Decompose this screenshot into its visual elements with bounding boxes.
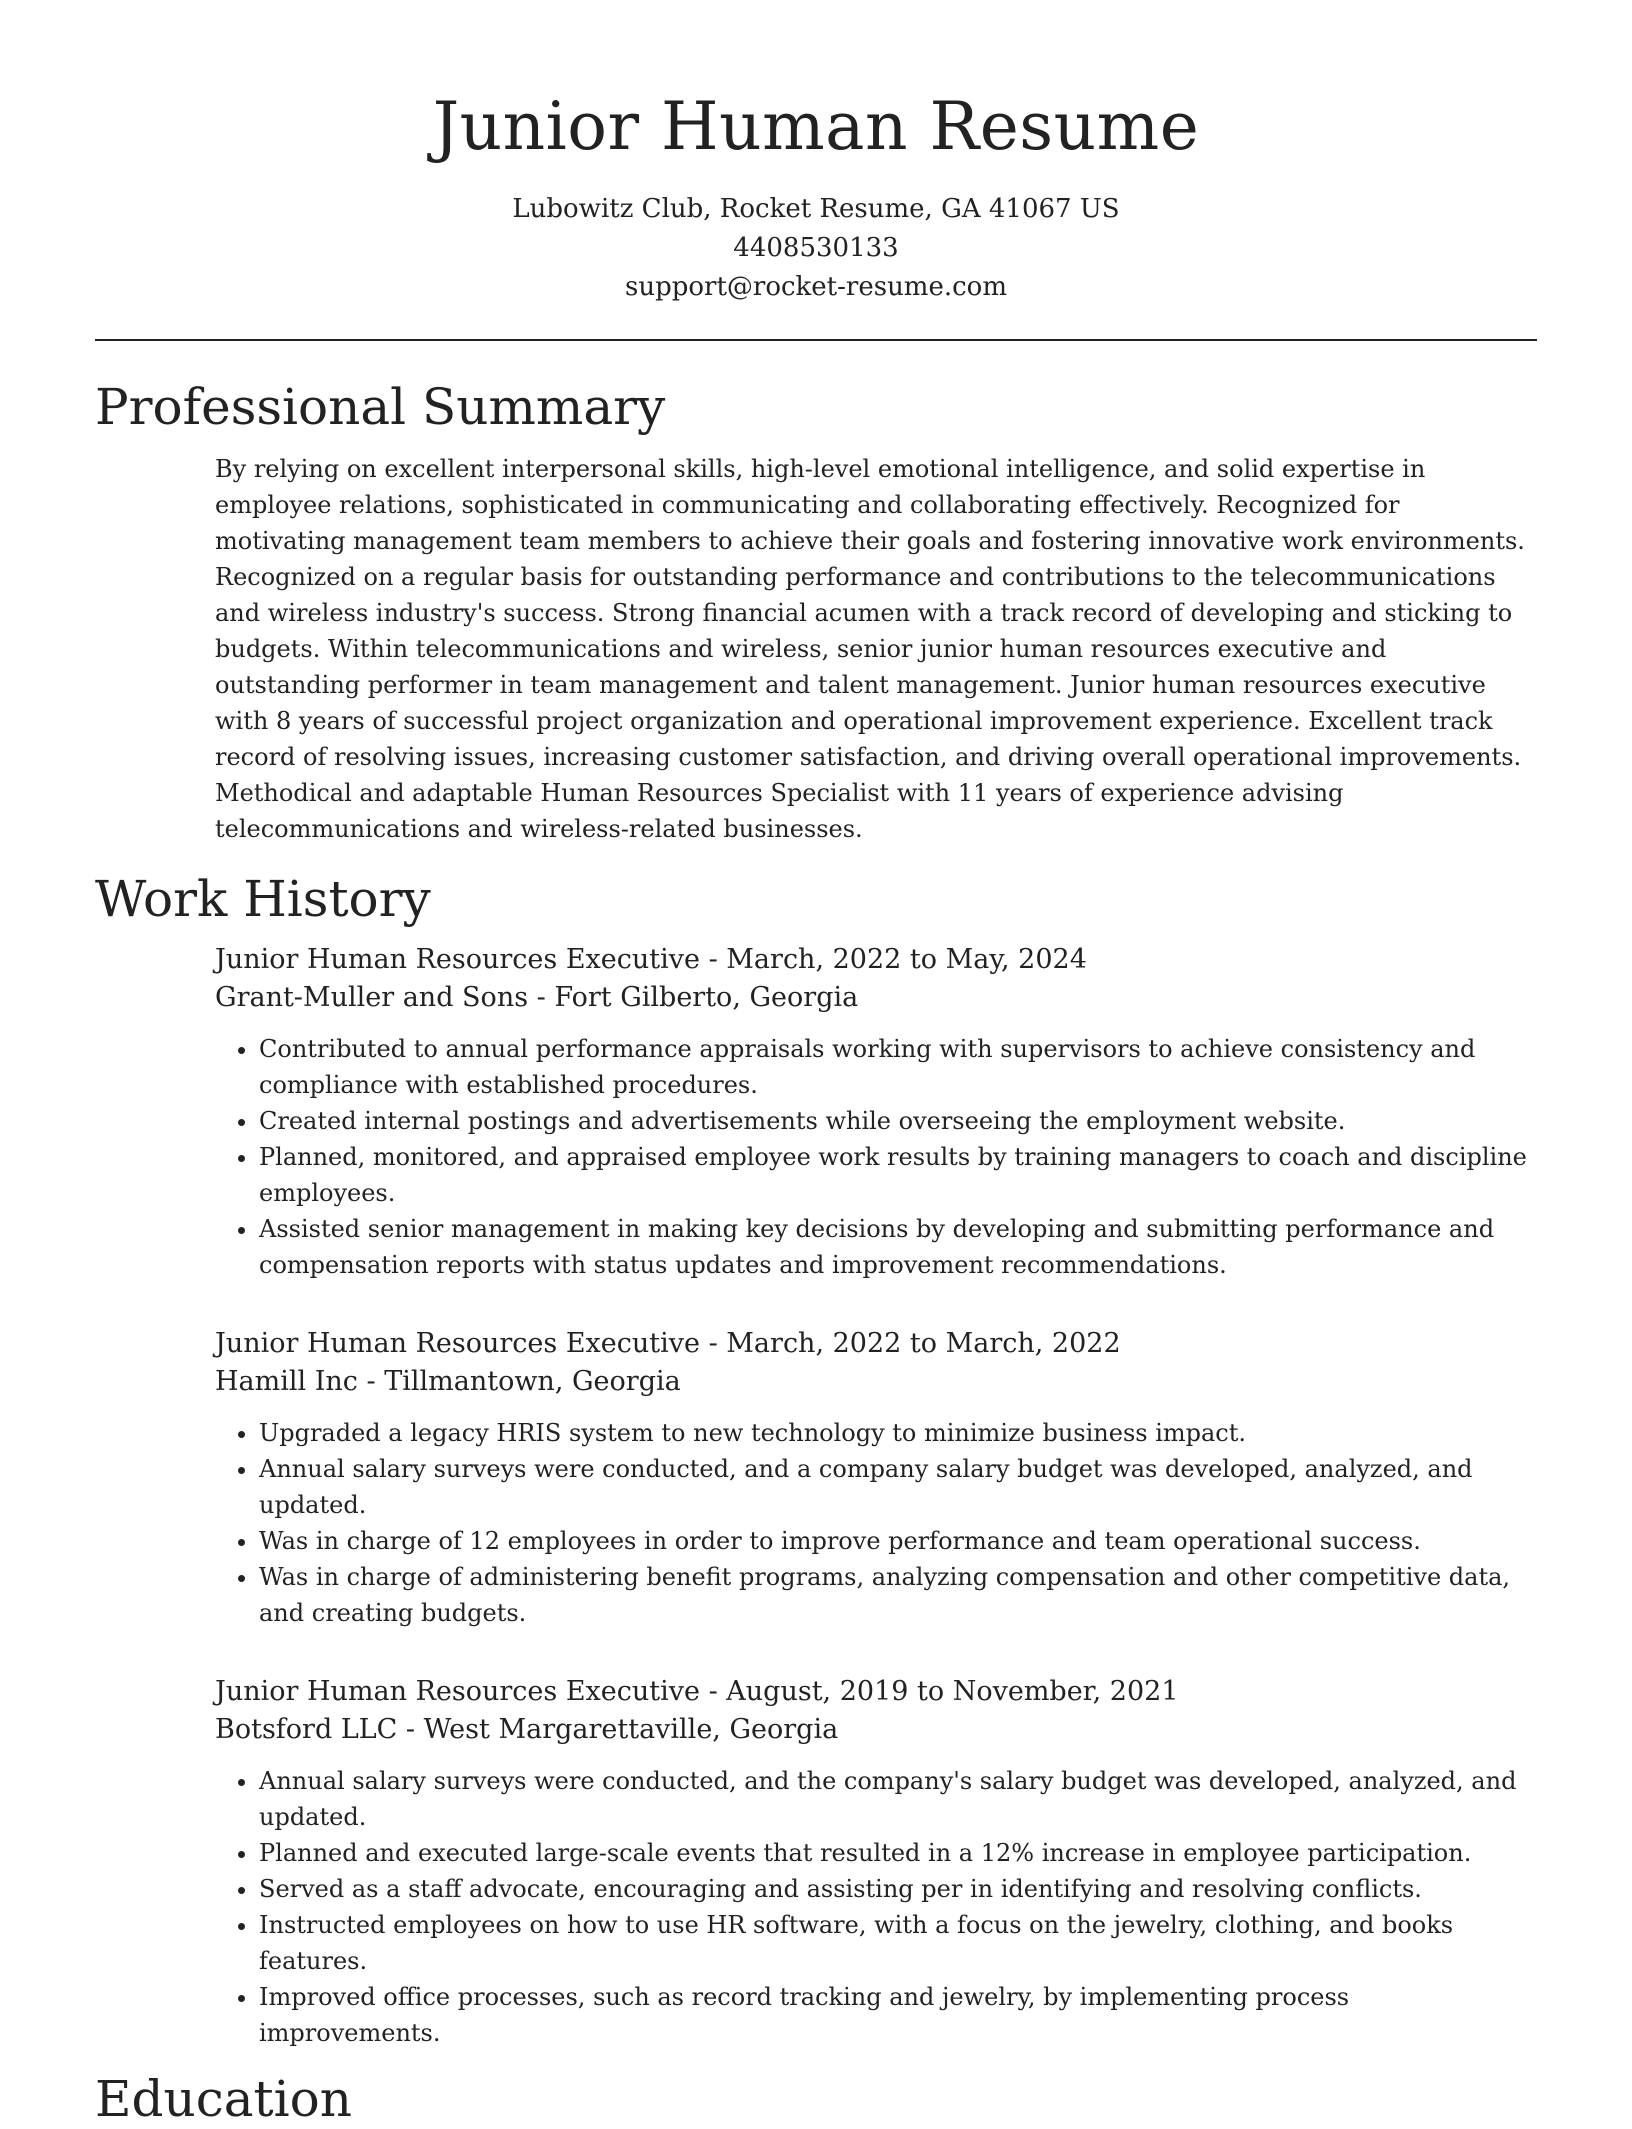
- job-company: Botsford LLC: [215, 1714, 398, 1745]
- work-history-heading: Work History: [95, 870, 431, 928]
- contact-address: Lubowitz Club, Rocket Resume, GA 41067 US: [512, 194, 1120, 224]
- job-title-line: [215, 1673, 1537, 1711]
- contact-phone: 4408530133: [733, 233, 899, 263]
- job-company-line: [215, 979, 1537, 1017]
- resume-header: [95, 0, 1537, 307]
- candidate-name: Junior Human Resume: [432, 88, 1200, 165]
- job-company-line: [215, 1363, 1537, 1401]
- job-bullet: • Upgraded a legacy HRIS system to new technology to minimize business impact.: [259, 1415, 1537, 1451]
- job-bullet: • Annual salary surveys were conducted, and a company salary budget was developed, analyzed, and updated.: [259, 1451, 1537, 1523]
- work-history-section: [215, 941, 1537, 2051]
- job-company: Grant-Muller and Sons: [215, 982, 529, 1013]
- job-bullets: [215, 1763, 1537, 2051]
- job-location: - Tillmantown, Georgia: [357, 1366, 681, 1397]
- job-bullet: • Was in charge of 12 employees in order to improve performance and team operational success.: [259, 1523, 1537, 1559]
- job-bullets: [215, 1415, 1537, 1631]
- header-divider: [95, 339, 1537, 341]
- job-bullet: • Created internal postings and advertisements while overseeing the employment website.: [259, 1103, 1537, 1139]
- job-bullet: • Improved office processes, such as record tracking and jewelry, by implementing process improvements.: [259, 1979, 1537, 2051]
- job-title-line: [215, 1325, 1537, 1363]
- job-role: Junior Human Resources Executive: [215, 944, 700, 975]
- job-company-line: [215, 1711, 1537, 1749]
- job-bullet: • Planned, monitored, and appraised employee work results by training managers to coach and discipline employees.: [259, 1139, 1537, 1211]
- job-title-line: [215, 941, 1537, 979]
- education-heading: Education: [95, 2070, 352, 2128]
- job-dates: - March, 2022 to March, 2022: [700, 1328, 1121, 1359]
- job-bullet: • Planned and executed large-scale events that resulted in a 12% increase in employee participation.: [259, 1835, 1537, 1871]
- job-entry: [215, 1673, 1537, 2051]
- job-dates: - March, 2022 to May, 2024: [700, 944, 1087, 975]
- job-location: - Fort Gilberto, Georgia: [528, 982, 859, 1013]
- job-role: Junior Human Resources Executive: [215, 1676, 700, 1707]
- job-bullet: • Was in charge of administering benefit programs, analyzing compensation and other competitive data, and creating budgets.: [259, 1559, 1537, 1631]
- job-entry: [215, 1325, 1537, 1631]
- job-bullet: • Contributed to annual performance appraisals working with supervisors to achieve consistency and compliance with established procedures.: [259, 1031, 1537, 1103]
- job-bullet: • Instructed employees on how to use HR software, with a focus on the jewelry, clothing, and books features.: [259, 1907, 1537, 1979]
- job-role: Junior Human Resources Executive: [215, 1328, 700, 1359]
- summary-section: [215, 451, 1537, 847]
- job-bullet: • Served as a staff advocate, encouraging and assisting per in identifying and resolving conflicts.: [259, 1871, 1537, 1907]
- summary-text: By relying on excellent interpersonal skills, high-level emotional intelligence, and solid expertise in employee relations, sophisticated in communicating and collaborating effectively. Recognized for motivating management team members to achieve their goals and fostering innovative work environments. Recognized on a regular basis for outstanding performance and contributions to the telecommunications and wireless industry's success. Strong financial acumen with a track record of developing and sticking to budgets. Within telecommunications and wireless, senior junior human resources executive and outstanding performer in team management and talent management. Junior human resources executive with 8 years of successful project organization and operational improvement experience. Excellent track record of resolving issues, increasing customer satisfaction, and driving overall operational improvements. Methodical and adaptable Human Resources Specialist with 11 years of experience advising telecommunications and wireless-related businesses.: [215, 455, 1525, 843]
- job-location: - West Margarettaville, Georgia: [397, 1714, 839, 1745]
- job-entry: [215, 941, 1537, 1283]
- job-company: Hamill Inc: [215, 1366, 358, 1397]
- summary-heading: Professional Summary: [95, 378, 666, 436]
- job-bullets: [215, 1031, 1537, 1283]
- contact-email: support@rocket-resume.com: [624, 272, 1007, 302]
- job-bullet: • Annual salary surveys were conducted, and the company's salary budget was developed, analyzed, and updated.: [259, 1763, 1537, 1835]
- job-dates: - August, 2019 to November, 2021: [700, 1676, 1179, 1707]
- job-bullet: • Assisted senior management in making key decisions by developing and submitting performance and compensation reports with status updates and improvement recommendations.: [259, 1211, 1537, 1283]
